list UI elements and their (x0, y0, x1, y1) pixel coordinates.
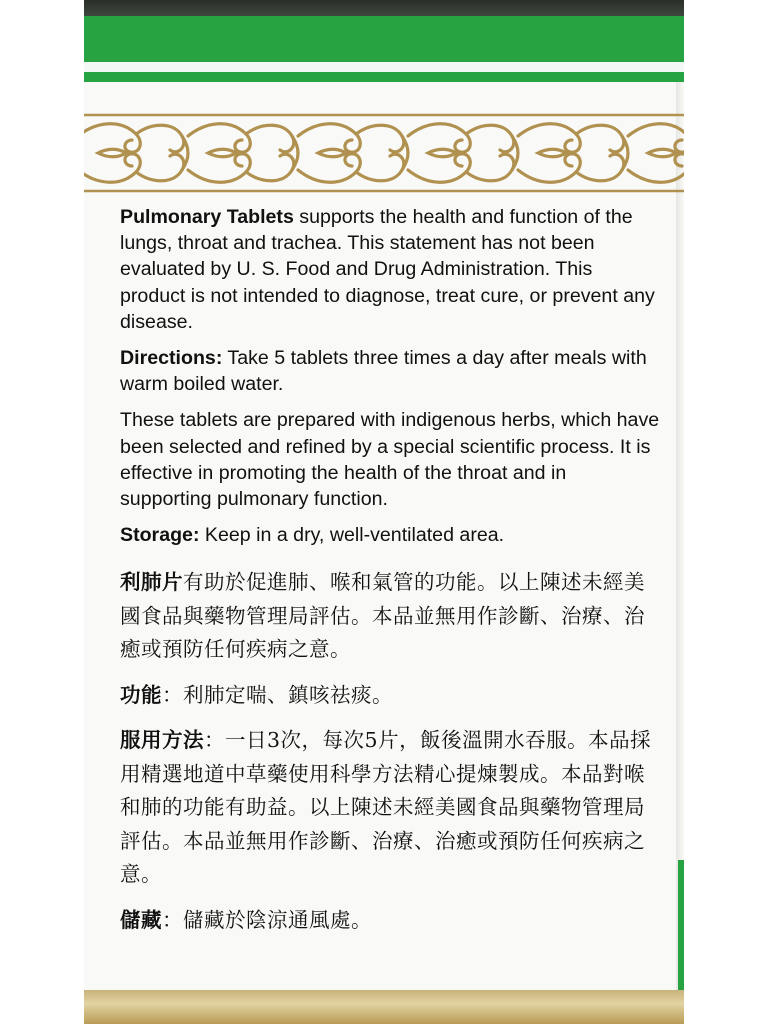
green-header-line (84, 72, 684, 82)
product-name-zh: 利肺片 (120, 570, 183, 595)
function-text-zh: ：利肺定喘、鎮咳祛痰。 (162, 682, 393, 707)
directions-label-en: Directions: (120, 347, 223, 370)
gold-bottom-band (84, 990, 684, 1024)
english-directions (120, 345, 660, 397)
chinese-description (120, 566, 660, 667)
description-text-zh: 有助於促進肺、喉和氣管的功能。以上陳述未經美國食品與藥物管理局評估。本品並無用作診斷、治療、治癒或預防任何疾病之意。 (120, 570, 645, 662)
storage-label-en: Storage: (120, 524, 200, 547)
english-description (120, 204, 660, 335)
header-white-stripe (84, 62, 684, 72)
usage-label-zh: 服用方法 (120, 728, 204, 753)
chinese-usage (120, 724, 660, 892)
box-right-edge (676, 82, 684, 994)
gold-scroll-ornament (84, 112, 684, 194)
storage-text-en: Keep in a dry, well-ventilated area. (199, 524, 505, 547)
storage-text-zh: ：儲藏於陰涼通風處。 (162, 907, 372, 932)
green-header-band (84, 16, 684, 62)
english-storage (120, 522, 660, 548)
function-label-zh: 功能 (120, 682, 162, 707)
green-side-strip (678, 860, 684, 990)
description-text-en: supports the health and function of the lungs, throat and trachea. This statement has not been evaluated by U. S. Food and Drug Administration. This product is not intended to diagnose, treat cure, or prevent any disease. (120, 206, 655, 333)
product-name-en: Pulmonary Tablets (120, 206, 294, 228)
label-text-column (120, 204, 660, 949)
storage-label-zh: 儲藏 (120, 907, 162, 932)
chinese-storage (120, 904, 660, 938)
usage-text-zh: ：一日3次，每次5片，飯後溫開水吞服。本品採用精選地道中草藥使用科學方法精心提煉製成。本品對喉和肺的功能有助益。以上陳述未經美國食品與藥物管理局評估。本品並無用作診斷、治療、治癒或預防任何疾病之意。 (120, 728, 652, 887)
preparation-text-en: These tablets are prepared with indigenous herbs, which have been selected and refined by a special scientific process. It is effective in promoting the health of the throat and in supporting pulmonary function. (120, 409, 660, 511)
english-preparation (120, 407, 660, 512)
chinese-function (120, 679, 660, 713)
directions-text-en: Take 5 tablets three times a day after meals with warm boiled water. (120, 347, 647, 396)
